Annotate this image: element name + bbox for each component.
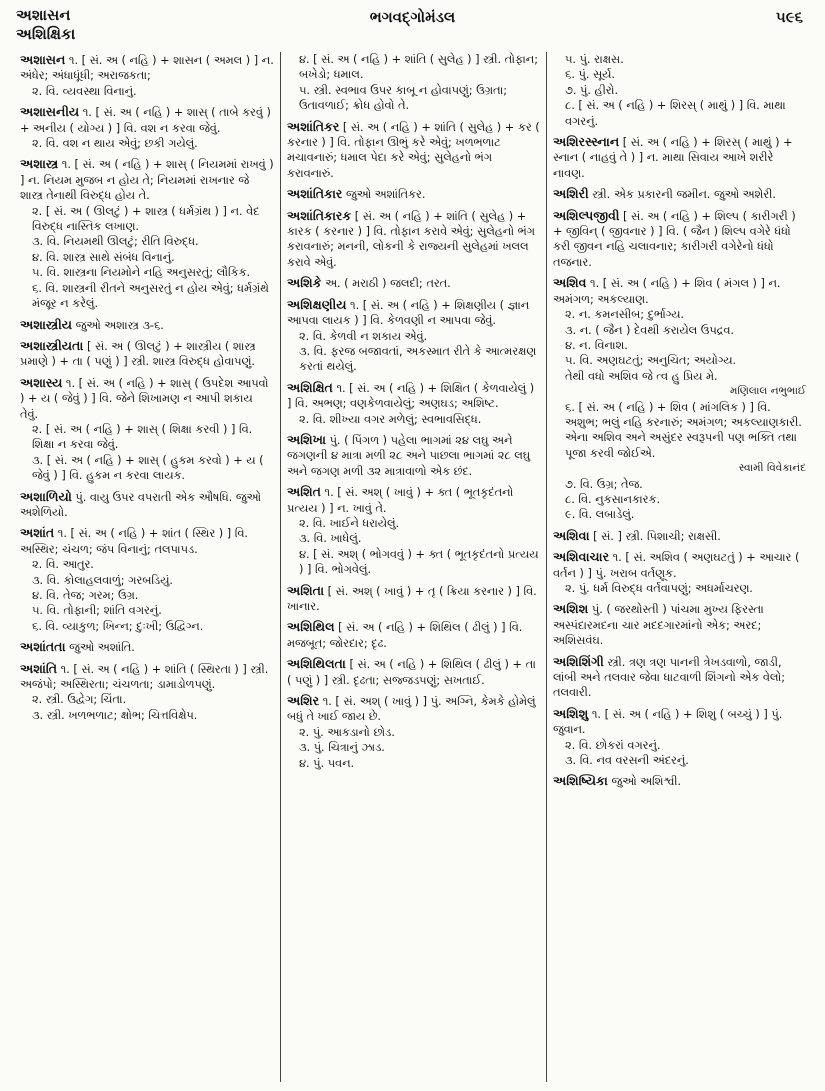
definition-sense: ૭. વિ. ઉગ્ર; તેજ. — [565, 477, 643, 491]
definition-sense: [ સં. અ ( નહિ ) + શિરસ્ ( માથું ) + સ્નાન ( નાહવું તે ) ] ન. માથા સિવાય આખે શરીરે નાવણ. — [553, 136, 793, 180]
definition-sense: ૨. પું. ધર્મ વિરુદ્ધ વર્તવાપણું; અધર્માચરણ. — [565, 582, 753, 595]
dictionary-columns — [14, 52, 814, 1082]
definition-sense: ૫. વિ. શાસ્ત્રના નિયમોને નહિ અનુસરતું; લૌકિક. — [32, 266, 251, 280]
definition-sense: ૧. [ સં. અ ( નહિ ) + શિવ ( મંગલ ) ] ન. અમંગળ; અકલ્યાણ. — [553, 277, 781, 306]
definition-sense: સ્ત્રી. ત્રણ ત્રણ પાનની ત્રેખડવાળો, જાડી, લાંબી અને તલવાર જેવા ધાટવાળી શિંગનો એક વેલો; તલવારી. — [553, 655, 786, 700]
definition-sense: ૪. [ સં. અશ્ ( ભોગવવું ) + ક્ત ( ભૂતકૃદંતનો પ્રત્યય ) ] વિ. ભોગવેલું. — [299, 547, 539, 577]
headword: અશિક્ષણીય — [287, 296, 347, 312]
dictionary-entry — [20, 375, 274, 484]
definition-sense: [ સં. અ ( નહિ ) + શિથિલ ( ઢીલું ) + તા ( પણું ) ] સ્ત્રી. દૃઢતા; સજ્જડપણું; સખતાઈ. — [287, 658, 536, 687]
column-3 — [546, 52, 812, 1082]
definition-sense: ૨. સ્ત્રી. ઉદ્વેગ; ચિંતા. — [32, 693, 127, 707]
dictionary-entry — [553, 654, 806, 701]
definition-sense: ૧. [ સં. અશિવ ( અણઘટતું ) + આચાર ( વર્તન ) ] પું. ખરાબ વર્તણૂક. — [553, 551, 800, 580]
definition-sense: ૨. વિ. છોકરાં વગરનું. — [565, 738, 661, 752]
headword: અશિવાચાર — [553, 549, 610, 565]
dictionary-entry — [20, 338, 274, 370]
definition-sense: ૨. વિ. વશ ન થાય એવું; છકી ગયેલું. — [32, 137, 198, 151]
definition-sense: ૧. [ સં. અ ( નહિ ) + શિક્ષણીય ( જ્ઞાન આપવા લાયક ) ] વિ. કેળવણી ન આપવા જેવું. — [287, 298, 530, 328]
definition-sense: ૫. વિ. તોફાની; શાંતિ વગરનું. — [32, 604, 162, 618]
dictionary-entry — [20, 156, 274, 311]
dictionary-entry — [287, 208, 540, 271]
definition-sense: ૩. વિ. કોલાહલવાળું; ગરબડિયું. — [32, 573, 173, 587]
page-number: ૫૯૬ — [775, 8, 803, 26]
definition-sense: ૮. [ સં. અ ( નહિ ) + શિરસ્ ( માથું ) ] વિ. માથા વગરનું. — [565, 99, 786, 128]
quote-attribution: મણિલાલ નભુભાઈ — [729, 385, 806, 398]
definition-sense: ૩. [ સં. અ ( નહિ ) + શાસ્ ( હુકમ કરવો ) + ય ( જેવું ) ] વિ. હુકમ ન કરવા લાયક. — [32, 453, 264, 483]
definition-sense: પું. ( જરથોસ્તી ) પાંચમા મુખ્ય ફિરસ્તા અસ્પંદારમદના ચાર મદદગારમાંનો એક; અરદ; અશિસવંઘ. — [553, 603, 764, 648]
definition-sense: ૬. વિ. શાસ્ત્રની રીતને અનુસરતું ન હોય એવું; ધર્મગ્રંથે મંજૂર ન કરેલું. — [32, 281, 269, 311]
definition-sense: [ સં. અ ( નહિ ) + શિથિલ ( ઢીલું ) ] વિ. મજબૂત; જોરદાર; દૃઢ. — [287, 621, 523, 650]
headword: અશિવ — [553, 275, 587, 291]
dictionary-entry — [553, 601, 806, 648]
column-1 — [14, 52, 280, 1082]
definition-sense: ૨. વિ. આતુર. — [32, 558, 94, 572]
dictionary-entry — [553, 52, 806, 129]
headword: અશિશુ — [553, 705, 589, 721]
definition-sense: ૧. [ સં. અ ( નહિ ) + શાસ્ ( ઉપદેશ આપવો ) + ય ( જેવું ) ] વિ. જેને શિખામણ ન આપી શકાય તેવું. — [20, 376, 269, 421]
definition-sense: ૫. સ્ત્રી. સ્વભાવ ઉપર કાબૂ ન હોવાપણું; ઉગ્રતા; ઉતાવળાઈ; ક્રોધ હોવો તે. — [299, 83, 508, 113]
dictionary-entry — [287, 619, 540, 651]
definition-sense: અ. ( મરાઠી ) જલદી; તરત. — [325, 277, 451, 291]
definition-sense: [ સં. ] સ્ત્રી. પિશાચી; રાક્ષસી. — [593, 529, 721, 543]
definition-sense: ૧. [ સં. અ ( નહિ ) + શિશુ ( બચ્ચું ) ] પું. જુવાન. — [553, 707, 783, 737]
dictionary-entry — [553, 208, 806, 271]
headword: અશાંત — [20, 525, 55, 541]
headword: અશાસ્ત્રીયતા — [20, 337, 84, 353]
dictionary-entry — [287, 693, 540, 771]
definition-sense: ૬. વિ. વ્યાકુળ; ખિન્ન; દુઃખી; ઉદ્વિગ્ન. — [32, 619, 204, 633]
definition-sense: [ સં. અ ( નહિ ) + શિલ્પ ( કારીગરી ) + જીવિન્ ( જીવનાર ) ] વિ. ( જૈન ) શિલ્પ વગેરે ધંધો કરી જીવન નહિ ચલાવનાર; કારીગરી વગેરેનો ધંધો તજનાર. — [553, 209, 796, 269]
headword: અશાંતિકારક — [287, 207, 352, 223]
definition-sense: ૩. વિ. ફરજ બજાવતાં, અકસ્માત રીતે કે આત્મરક્ષણ કરતાં થયેલું. — [299, 344, 537, 374]
definition-sense: ૨. ન. કમનસીબ; દુર્ભાગ્ય. — [565, 308, 685, 322]
headword: અશિથિલ — [287, 619, 335, 635]
definition-sense: ૨. વિ. કેળવી ન શકાય એવું. — [299, 329, 428, 343]
headword: અશાસ્ત્રીય — [20, 316, 73, 332]
headword: અશિષ્યિકા — [553, 773, 608, 789]
headword: અશાસન — [20, 52, 66, 67]
definition-sense: ૧. [ સં. અ ( નહિ ) + શાંત ( સ્થિર ) ] વિ. અસ્થિર; ચંચળ; જંપ વિનાનું; તલપાપડ. — [20, 527, 248, 556]
headword: અશિરસ્સ્નાન — [553, 134, 620, 150]
quote-attribution: સ્વામી વિવેકાનંદ — [738, 462, 806, 475]
dictionary-entry — [553, 275, 806, 523]
headword: અશાળિયો — [20, 488, 72, 504]
definition-sense: ૪. ન. વિનાશ. — [565, 338, 628, 352]
headword: અશિર — [287, 693, 320, 709]
definition-sense: તેથી વધો અશિવ જે ત્વ હુ પ્રિય મે. — [565, 369, 718, 383]
definition-sense: ૧. [ સં. અ ( નહિ ) + શિક્ષિત ( કેળવાયેલું ) ] વિ. અભણ; વણકેળવાયેલું; અણઘડ; અશિષ્ટ. — [287, 381, 535, 411]
headword: અશિશિંગી — [553, 653, 604, 669]
dictionary-entry — [287, 432, 540, 479]
definition-sense: ૪. પું. પવન. — [299, 756, 355, 770]
dictionary-entry — [287, 119, 540, 182]
dictionary-entry — [287, 275, 540, 291]
dictionary-entry — [553, 706, 806, 769]
definition-sense: ૨. વિ. શીખ્યા વગર મળેલું; સ્વભાવસિદ્ધ. — [299, 412, 482, 426]
dictionary-entry — [20, 52, 274, 99]
definition-sense: ૩. સ્ત્રી. ખળભળાટ; ક્ષોભ; ચિત્તવિક્ષેપ. — [32, 708, 198, 722]
definition-sense: ૩. વિ. નવ વરસની અંદરનું. — [565, 754, 689, 768]
definition-sense: ૬. [ સં. અ ( નહિ ) + શિવ ( માંગલિક ) ] વિ. અશુભ; ભલું નહિ કરનારું; અમંગળ; અકલ્યાણકારી. — [565, 400, 802, 429]
headword: અશાંતિ — [20, 660, 58, 676]
definition-sense: જુઓ અશાંતિ. — [69, 641, 135, 655]
headword: અશાસ્ત્ર — [20, 156, 59, 172]
definition-sense: એના અશિવ અને અસુંદર સ્વરૂપની પણ ભક્તિ તથા પૂજા કરવી જોઈએ. — [565, 431, 797, 460]
definition-sense: ૨. પું. આકડાનો છોડ. — [299, 725, 395, 739]
definition-sense: [ સં. અ ( નહિ ) + શાંતિ ( સુલેહ ) + કર ( કરનાર ) ] વિ. તોફાન ઊભું કરે એવું; ખળભળાટ મચાવનારું; ધમાલ પેદા કરે એવું; સુલેહનો ભંગ કરાવનારું. — [287, 120, 540, 180]
headword: અશાસ્ય — [20, 374, 63, 390]
definition-sense: ૪. [ સં. અ ( નહિ ) + શાંતિ ( સુલેહ ) ] સ્ત્રી. તોફાન; બખેડો; ધમાલ. — [299, 53, 539, 82]
definition-sense: ૨. વિ. ખાઈને ધરાયેલું. — [299, 516, 400, 530]
definition-sense: ૪. વિ. શાસ્ત્ર સાથે સંબંધ વિનાનું. — [32, 250, 175, 264]
dictionary-entry — [553, 773, 806, 789]
definition-sense: ૧. [ સં. અ ( નહિ ) + શાસન ( અમલ ) ] ન. અંધેર; અંધાધૂંધી; અરાજકતા; — [20, 54, 274, 83]
definition-sense: ૨. વિ. વ્યવસ્થા વિનાનું. — [32, 84, 137, 98]
definition-sense: ૧. [ સં. અશ્ ( ખાવું ) ] પું. અગ્નિ, કેમકે હોમેલું બધું તે ખાઈ જાય છે. — [287, 695, 536, 724]
column-2 — [280, 52, 546, 1082]
definition-sense: ૬. પું. સૂર્ય. — [565, 68, 616, 82]
dictionary-entry — [553, 134, 806, 181]
dictionary-entry — [553, 528, 806, 544]
definition-sense: ૯. વિ. લબાડેલું. — [565, 508, 635, 522]
running-title: ભગવદ્ગોમંડલ — [369, 8, 456, 26]
definition-sense: જુઓ અશાંતિકર. — [345, 188, 426, 202]
definition-sense: ૧. [ સં. અ ( નહિ ) + શાંતિ ( સ્થિરતા ) ] સ્ત્રી. અજંપો; અસ્થિરતા; ચંચળતા; ડામાડોળપણું. — [20, 662, 269, 692]
headword: અશાંતતા — [20, 639, 66, 655]
definition-sense: ૨. [ સં. અ ( નહિ ) + શાસ્ ( શિક્ષા કરવી ) ] વિ. શિક્ષા ન કરવા જેવું. — [32, 422, 253, 452]
definition-sense: [ સં. અ ( ઊલટું ) + શાસ્ત્રીય ( શાસ્ત્ર પ્રમાણે ) + તા ( પણું ) ] સ્ત્રી. શાસ્ત્ર વિરુદ્ધ હોવાપણું. — [20, 339, 256, 369]
definition-sense: પું. વાયુ ઉપર વપરાતી એક ઔષધિ. જુઓ અશેળિયો. — [20, 490, 261, 519]
headword: અશિત — [287, 484, 321, 500]
definition-sense: ૩. ન. ( જૈન ) દેવથી કરાયેલ ઉપદ્રવ. — [565, 323, 734, 337]
definition-sense: સ્ત્રી. એક પ્રકારની જમીન. જુઓ અશેરી. — [592, 188, 776, 202]
dictionary-entry — [553, 186, 806, 202]
headword: અશાસનીય — [20, 104, 80, 120]
headword: અશિલ્પજીવી — [553, 207, 620, 223]
headword: અશિથિલતા — [287, 656, 346, 672]
definition-sense: ૧. [ સં. અશ્ ( ખાવું ) + ક્ત ( ભૂતકૃદંતનો પ્રત્યય ) ] ન. ખાવું તે. — [287, 486, 514, 515]
headword: અશિકે — [287, 275, 322, 291]
guide-words: અશાસન અશિક્ષિકા — [16, 6, 76, 43]
dictionary-entry — [287, 656, 540, 688]
dictionary-entry — [20, 489, 274, 521]
dictionary-entry — [287, 484, 540, 577]
dictionary-entry — [287, 380, 540, 427]
definition-sense: જુઓ અશિશ્વી. — [611, 775, 682, 789]
definition-sense: ૮. વિ. નુકસાનકારક. — [565, 492, 661, 506]
headword: અશાંતિકર — [287, 118, 340, 134]
definition-sense: ૫. વિ. અણઘટતું; અનુચિત; અયોગ્ય. — [565, 354, 737, 368]
definition-sense: [ સં. અ ( નહિ ) + શાંતિ ( સુલેહ ) + કારક ( કરનાર ) ] વિ. તોફાન કરાવે એવું; સુલેહનો ભંગ કરાવનારું; મનની, લોકની કે રાજ્યની સુલેહમાં ખલલ કરાવે એવું. — [287, 209, 535, 269]
definition-sense: [ સં. અશ્ ( ખાવું ) + તૃ ( ક્રિયા કરનાર ) ] વિ. ખાનાર. — [287, 584, 537, 613]
definition-sense: ૧. [ સં. અ ( નહિ ) + શાસ્ ( તાબે કરવું ) + અનીય ( યોગ્ય ) ] વિ. વશ ન કરવા જેવું. — [20, 106, 271, 135]
dictionary-entry — [20, 661, 274, 724]
definition-sense: ૧. [ સં. અ ( નહિ ) + શાસ્ ( નિયમમાં રાખવું ) ] ન. નિયમ મુજબ ન હોય તે; નિયમમાં રાખનાર જે શાસ્ત્ર તેનાથી વિરુદ્ધ હોય તે. — [20, 158, 274, 203]
dictionary-entry — [287, 52, 540, 114]
definition-sense: પું. ( પિંગળ ) પહેલા ભાગમાં ૨૪ લઘુ અને જગણની ૪ માત્રા મળી ૨૮ અને પાછલા ભાગમાં ૨૮ લઘુ અને જગણ મળી ૩૨ માત્રાવાળો એક છંદ. — [287, 433, 531, 478]
headword: અશિતા — [287, 582, 325, 598]
definition-sense: ૫. પું. રાક્ષસ. — [565, 53, 624, 66]
headword: અશિક્ષિત — [287, 379, 333, 395]
dictionary-entry — [20, 525, 274, 634]
definition-sense: ૭. પું. હીરો. — [565, 83, 619, 97]
headword: અશિશ — [553, 601, 589, 617]
definition-sense: ૩. પું. ચિત્રાનું ઝાડ. — [299, 741, 385, 755]
definition-sense: ૨. [ સં. અ ( ઊલટું ) + શાસ્ત્ર ( ધર્મગ્રંથ ) ] ન. વેદ વિરુદ્ધ નાસ્તિક લખાણ. — [32, 204, 260, 234]
page-header — [0, 0, 825, 52]
definition-sense: ૩. વિ. ખાધેલું. — [299, 532, 362, 546]
definition-sense: ૪. વિ. તેજ; ગરમ; ઉગ્ર. — [32, 589, 139, 602]
definition-sense: ૩. વિ. નિયમથી ઊલટું; રીતિ વિરુદ્ધ. — [32, 235, 199, 249]
dictionary-entry — [20, 104, 274, 151]
headword: અશિખા — [287, 431, 326, 447]
definition-sense: જુઓ અશાસ્ત્ર ૩-૬. — [75, 318, 164, 332]
dictionary-entry — [287, 186, 540, 202]
dictionary-entry — [553, 549, 806, 596]
dictionary-entry — [287, 297, 540, 375]
dictionary-entry — [287, 583, 540, 615]
headword: અશાંતિકાર — [287, 186, 343, 202]
headword: અશિરી — [553, 186, 589, 202]
dictionary-entry — [20, 317, 274, 333]
headword: અશિવા — [553, 527, 590, 543]
dictionary-entry — [20, 639, 274, 655]
